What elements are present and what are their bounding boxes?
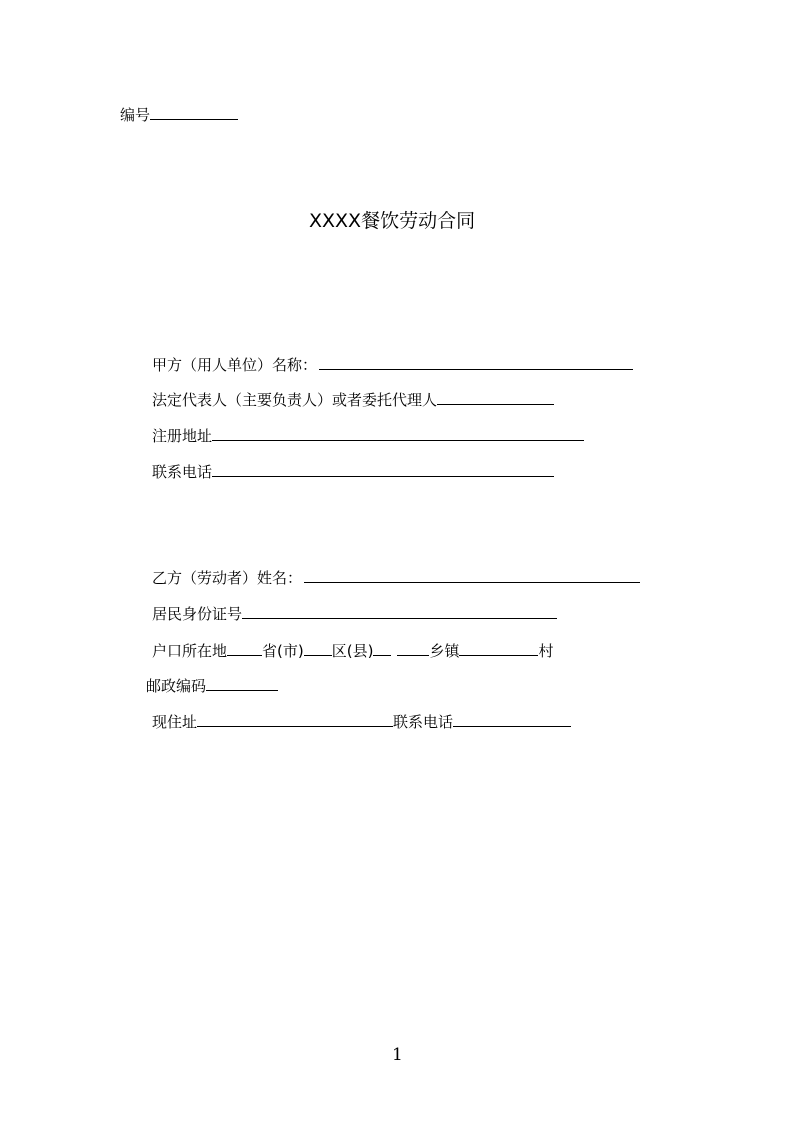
party-b-hukou-label: 户口所在地 — [152, 642, 228, 660]
party-b-name-label: 乙方（劳动者）姓名： — [152, 569, 303, 587]
party-b-id-field[interactable] — [242, 604, 557, 619]
party-a-address-label: 注册地址 — [152, 427, 213, 445]
party-a-phone-line — [152, 462, 554, 482]
serial-number-field[interactable] — [150, 105, 238, 120]
party-b-phone-field[interactable] — [453, 712, 571, 727]
province-field[interactable] — [227, 641, 262, 656]
party-b-current-address-field[interactable] — [197, 712, 393, 727]
party-b-name-line — [152, 568, 640, 588]
party-a-phone-field[interactable] — [212, 462, 554, 477]
district-label: 区(县) — [331, 642, 374, 660]
party-a-rep-line — [152, 390, 554, 410]
village-field[interactable] — [459, 641, 538, 656]
party-b-postcode-field[interactable] — [206, 676, 278, 691]
district-field[interactable] — [304, 641, 332, 656]
serial-number-line — [120, 105, 238, 125]
party-a-rep-field[interactable] — [437, 390, 554, 405]
party-b-postcode-label: 邮政编码 — [146, 677, 207, 695]
party-a-address-field[interactable] — [212, 426, 584, 441]
party-a-address-line — [152, 426, 584, 446]
party-b-postcode-line — [146, 676, 278, 696]
village-label: 村 — [538, 642, 554, 660]
party-b-hukou-line — [152, 641, 553, 661]
page-number: 1 — [392, 1045, 403, 1065]
party-b-id-line — [152, 604, 557, 624]
party-b-name-field[interactable] — [304, 568, 640, 583]
party-b-address-line — [152, 712, 571, 732]
serial-number-label: 编号 — [120, 106, 151, 124]
party-b-id-label: 居民身份证号 — [152, 605, 243, 623]
province-label: 省(市) — [262, 642, 304, 660]
party-a-name-field[interactable] — [319, 355, 633, 370]
party-b-current-address-label: 现住址 — [152, 713, 198, 731]
township-label: 乡镇 — [429, 642, 460, 660]
district-tail-field[interactable] — [373, 641, 391, 656]
document-title: XXXX餐饮劳动合同 — [309, 210, 476, 232]
party-a-rep-label: 法定代表人（主要负责人）或者委托代理人 — [152, 391, 438, 409]
party-a-name-label: 甲方（用人单位）名称： — [152, 356, 318, 374]
party-a-phone-label: 联系电话 — [152, 463, 213, 481]
township-field[interactable] — [397, 641, 429, 656]
party-b-phone-label: 联系电话 — [393, 713, 454, 731]
party-a-name-line — [152, 355, 633, 375]
